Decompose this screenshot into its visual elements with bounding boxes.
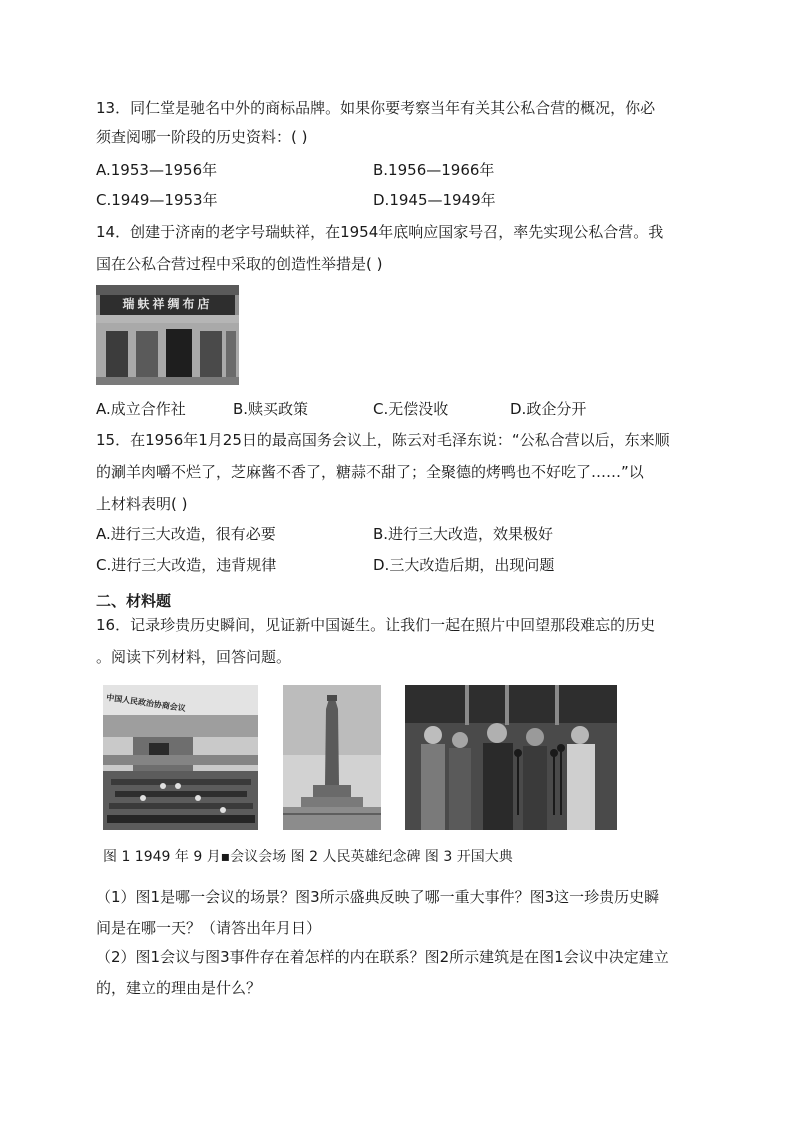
q15-stem-line3: 上材料表明( ) [96, 495, 188, 513]
q16-subquestion1-line2: 间是在哪一天？（请答出年月日） [96, 919, 322, 937]
q14-option-d: D.政企分开 [510, 400, 587, 418]
shop-sign-text: 瑞蚨祥绸布店 [122, 297, 213, 311]
q16-stem-line1: 16．记录珍贵历史瞬间，见证新中国诞生。让我们一起在照片中回望那段难忘的历史 [96, 616, 656, 634]
q13-option-c: C.1949—1953年 [96, 191, 218, 209]
section-title-material: 二、材料题 [96, 592, 172, 610]
figure1-conference-hall-photo [103, 685, 258, 830]
q15-option-b: B.进行三大改造，效果极好 [373, 525, 554, 543]
figure3-founding-ceremony-photo [405, 685, 617, 830]
q15-option-d: D.三大改造后期，出现问题 [373, 556, 555, 574]
q16-subquestion2-line1: （2）图1会议与图3事件存在着怎样的内在联系？图2所示建筑是在图1会议中决定建立 [96, 948, 669, 966]
q16-subquestion2-line2: 的，建立的理由是什么？ [96, 979, 262, 997]
q16-stem-line2: 。阅读下列材料，回答问题。 [96, 648, 292, 666]
q13-option-b: B.1956—1966年 [373, 161, 495, 179]
conference-banner-text: 中国人民政治协商会议 [105, 693, 187, 714]
q15-stem-line1: 15．在1956年1月25日的最高国务会议上，陈云对毛泽东说：“公私合营以后，东来顺 [96, 431, 670, 449]
figure-caption: 图 1 1949 年 9 月▪会议会场 图 2 人民英雄纪念碑 图 3 开国大典 [103, 849, 513, 865]
q13-stem-line1: 13．同仁堂是驰名中外的商标品牌。如果你要考察当年有关其公私合营的概况，你必 [96, 99, 656, 117]
figure2-monument-photo [283, 685, 381, 830]
q14-option-a: A.成立合作社 [96, 400, 186, 418]
q13-stem-line2: 须查阅哪一阶段的历史资料：( ) [96, 128, 308, 146]
q16-subquestion1-line1: （1）图1是哪一会议的场景？图3所示盛典反映了哪一重大事件？图3这一珍贵历史瞬 [96, 888, 660, 906]
q14-option-b: B.赎买政策 [233, 400, 309, 418]
q13-option-d: D.1945—1949年 [373, 191, 496, 209]
q14-option-c: C.无偿没收 [373, 400, 449, 418]
ruifuxiang-storefront-photo [96, 285, 239, 385]
q13-option-a: A.1953—1956年 [96, 161, 218, 179]
q14-stem-line2: 国在公私合营过程中采取的创造性举措是( ) [96, 255, 383, 273]
q15-stem-line2: 的涮羊肉嚼不烂了，芝麻酱不香了，糖蒜不甜了；全聚德的烤鸭也不好吃了……”以 [96, 463, 644, 481]
q15-option-a: A.进行三大改造，很有必要 [96, 525, 276, 543]
q14-stem-line1: 14．创建于济南的老字号瑞蚨祥，在1954年底响应国家号召，率先实现公私合营。我 [96, 223, 664, 241]
q15-option-c: C.进行三大改造，违背规律 [96, 556, 277, 574]
